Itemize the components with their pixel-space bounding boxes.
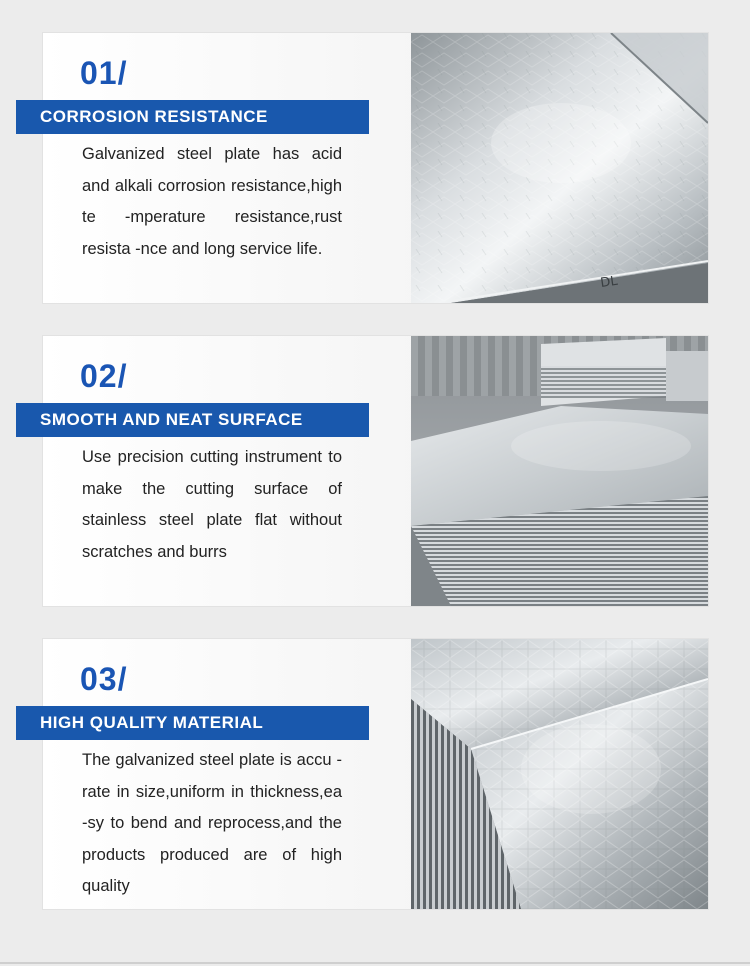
feature-description: The galvanized steel plate is accu -rate in size,uniform in thickness,ea -sy to bend and reprocess,and the products produced are of high quality [82,751,342,895]
feature-number: 02/ [80,358,128,394]
feature-photo-stacked-plates [411,336,708,606]
feature-number: 01/ [80,55,128,91]
feature-card-surface [40,336,708,606]
page-bottom-divider [0,962,750,964]
feature-description: Use precision cutting instrument to make the cutting surface of stainless steel plate flat without scratches and burrs [82,448,342,561]
sheet-marking: DL [599,273,619,291]
feature-title: SMOOTH AND NEAT SURFACE [16,403,369,437]
steel-sheet-illustration [411,33,708,303]
feature-card-quality [40,639,708,909]
feature-title: HIGH QUALITY MATERIAL [16,706,369,740]
steel-stack-illustration [411,336,708,606]
feature-title: CORROSION RESISTANCE [16,100,369,134]
feature-number: 03/ [80,661,128,697]
feature-description: Galvanized steel plate has acid and alkali corrosion resistance,high te -mperature resistance,rust resista -nce and long service life. [82,145,342,258]
feature-photo-galvanized-closeup [411,33,708,303]
feature-photo-spangled-sheets [411,639,708,909]
feature-card-corrosion [40,33,708,303]
spangle-sheets-illustration [411,639,708,909]
